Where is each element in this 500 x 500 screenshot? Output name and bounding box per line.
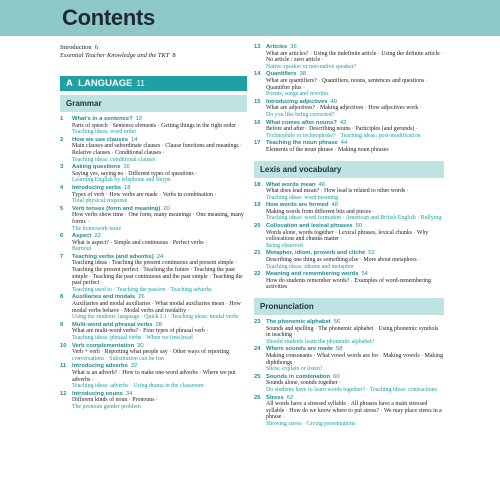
entry-body	[72, 322, 247, 342]
toc-entry[interactable]	[60, 254, 247, 294]
entry-description: Verb + verb · Reporting what people say · Other ways of reporting	[72, 349, 230, 356]
entry-number: 14	[254, 71, 261, 78]
entry-page: 52	[368, 250, 375, 257]
entry-number: 8	[60, 294, 64, 301]
entry-title: Stress	[266, 394, 284, 401]
toc-entry[interactable]	[254, 319, 444, 345]
entry-title: Multi-word and phrasal verbs	[72, 321, 153, 328]
part-letter: A	[66, 78, 73, 89]
entry-teacher-link: The homework issue	[72, 225, 122, 232]
entry-title: Teaching the noun phrase	[266, 140, 338, 147]
entry-description: Saying yes, saying no · Different types of questions ·	[72, 170, 198, 177]
toc-entry[interactable]	[60, 206, 247, 232]
entry-teacher-link: Showing stress · Giving presentations	[266, 420, 356, 427]
entry-page: 38	[299, 71, 307, 78]
entry-description: Sounds alone, sounds together ·	[266, 380, 342, 387]
entry-page: 20	[163, 205, 170, 212]
entry-description: All words have a stressed syllable · All phrases have a main stressed syllable · How do we know where to put stress? · We may place stress in a phrase ·	[266, 401, 442, 421]
entry-number: 11	[60, 363, 67, 370]
entry-description: What are adjectives? · Making adjectives · How adjectives work ·	[266, 105, 422, 112]
entry-title: Verb complementation	[72, 342, 135, 349]
entry-number: 20	[254, 223, 261, 230]
toc-entry[interactable]	[60, 185, 247, 205]
toc-entry[interactable]	[254, 120, 444, 140]
entry-number: 26	[254, 394, 261, 401]
entry-page: 16	[123, 164, 130, 171]
entry-description: What is an adverb? · How to make one-word adverbs · Where we put adverbs ·	[72, 369, 236, 383]
entry-description: What are articles? · Using the indefinite article · Using the definite article · No article / zero article ·	[266, 50, 444, 64]
entry-page: 40	[330, 98, 337, 105]
entry-body	[72, 164, 247, 184]
entry-number: 22	[254, 271, 261, 278]
entry-body	[72, 137, 247, 163]
entry-teacher-link: Burnout	[72, 246, 92, 253]
entry-description: How verbs show time · One form, many meanings · One meaning, many forms ·	[72, 212, 244, 225]
entry-description: Types of verb · How verbs are made · Verbs in combination ·	[72, 191, 217, 198]
entry-page: 14	[131, 136, 138, 143]
entry-number: 16	[254, 119, 261, 126]
entry-page: 36	[290, 44, 297, 50]
entry-number: 1	[60, 116, 64, 122]
entry-number: 17	[254, 140, 261, 147]
entry-title: Auxiliaries and modals	[72, 294, 136, 301]
frontmatter-introduction[interactable]: Introduction 6	[60, 44, 98, 51]
entry-page: 34	[125, 390, 133, 397]
toc-entry[interactable]	[60, 363, 247, 389]
entry-title: Teaching verbs (and adverbs)	[72, 253, 154, 260]
entry-body	[72, 116, 247, 136]
entry-number: 2	[60, 136, 64, 143]
entry-number: 18	[254, 181, 261, 188]
entry-teacher-link: conversations · Substitution can be fun	[72, 355, 164, 362]
entry-description: Different kinds of noun · Pronouns ·	[72, 397, 158, 404]
toc-entry[interactable]	[60, 343, 247, 363]
entry-number: 21	[254, 250, 261, 257]
entry-body	[72, 294, 247, 320]
toc-entry[interactable]	[60, 233, 247, 253]
entry-title: What's in a sentence?	[72, 116, 133, 122]
entry-body	[72, 363, 247, 389]
entry-page: 30	[137, 342, 144, 349]
entry-number: 23	[254, 319, 261, 325]
entry-description: Making consonants · What vowel words are for · Making vowels · Making diphthongs ·	[266, 352, 443, 366]
toc-entry[interactable]	[60, 322, 247, 342]
entry-number: 4	[60, 184, 64, 191]
entry-title: Quantifiers	[266, 71, 297, 78]
entry-page: 12	[135, 116, 143, 122]
entry-teacher-link: Poems, songs and rewrites	[266, 91, 329, 98]
entry-page: 26	[138, 294, 145, 301]
entry-page: 48	[331, 202, 338, 209]
entry-teacher-link: Do students have to learn words together? · Teaching ideas: contractions	[266, 386, 437, 393]
grammar-list-continued	[254, 44, 444, 154]
entry-page: 60	[333, 373, 340, 380]
toc-entry[interactable]	[254, 99, 444, 119]
entry-number: 9	[60, 321, 64, 328]
entry-page: 22	[94, 233, 101, 240]
entry-page: 44	[340, 140, 348, 147]
entry-title: Collocation and lexical phrases	[266, 223, 353, 230]
entry-teacher-link: Do you like being corrected?	[266, 111, 335, 118]
entry-body	[72, 391, 247, 411]
toc-entry[interactable]	[254, 395, 444, 428]
entry-body	[266, 182, 444, 202]
entry-body	[72, 254, 247, 294]
entry-title: How words are formed	[266, 202, 329, 209]
entry-title: Introducing nouns	[72, 390, 123, 397]
part-page: 11	[136, 79, 145, 88]
entry-description: Auxiliaries and modal auxiliaries · What modal auxiliaries mean · How modal verbs behave · Modal verbs and modality ·	[72, 301, 241, 314]
grammar-list	[60, 116, 247, 411]
toc-entry[interactable]	[254, 44, 444, 70]
entry-description: What are quantifiers? · Quantifiers, nouns, sentences and questions · Quantifier plus ·	[266, 77, 428, 91]
toc-entry[interactable]	[254, 374, 444, 394]
entry-body	[266, 319, 444, 345]
toc-entry[interactable]	[254, 250, 444, 270]
toc-entry[interactable]	[254, 140, 444, 153]
toc-entry[interactable]	[254, 223, 444, 249]
section-pronunciation: Pronunciation	[254, 298, 444, 315]
entry-body	[72, 343, 247, 363]
entry-teacher-link: Using the students' language · Quick L1 · Teaching ideas: modal verbs	[72, 314, 239, 321]
entry-teacher-link: Learning English by telephone and Skype	[72, 177, 171, 184]
entry-teacher-link: Teaching ideas: word meaning	[266, 194, 339, 201]
entry-body	[72, 233, 247, 253]
entry-page: 46	[318, 181, 326, 188]
toc-entry[interactable]	[60, 164, 247, 184]
entry-number: 12	[60, 390, 67, 397]
entry-teacher-link: Teaching ideas: adverbs · Using drama in the classroom	[72, 383, 204, 390]
right-column	[254, 44, 444, 429]
entry-body	[266, 374, 444, 394]
entry-title: Aspect	[72, 233, 92, 240]
entry-body	[266, 395, 444, 428]
entry-body	[266, 346, 444, 372]
entry-title: Metaphor, idiom, proverb and cliché	[266, 250, 366, 257]
entry-teacher-link: Being observed	[266, 242, 303, 249]
entry-description: Teaching ideas · Teaching the present continuous and present simple · Teaching the present perfect · Teaching the future · Teaching the past simple · Teaching the past continuous and the past simple · Teaching the past perfect ·	[72, 260, 243, 287]
entry-body	[266, 120, 444, 140]
entry-title: Verb tenses (form and meaning)	[72, 205, 161, 212]
toc-entry[interactable]	[60, 294, 247, 320]
entry-body	[266, 271, 444, 291]
lexis-list	[254, 182, 444, 292]
entry-teacher-link: Total physical response	[72, 198, 128, 205]
entry-title: Sounds in combination	[266, 373, 331, 380]
entry-teacher-link: Teaching ideas: word formation · American and British English · Bullying	[266, 215, 442, 222]
entry-title: Articles	[266, 44, 288, 50]
frontmatter-etk[interactable]: Essential Teacher Knowledge and the TKT 8	[60, 52, 176, 59]
entry-page: 24	[156, 253, 164, 260]
entry-title: What words mean	[266, 181, 316, 188]
entry-body	[266, 202, 444, 222]
entry-page: 62	[286, 394, 294, 401]
entry-teacher-link: Teaching ideas: idioms and metaphor	[266, 263, 354, 270]
entry-title: Asking questions	[72, 164, 121, 171]
entry-body	[266, 71, 444, 97]
entry-body	[72, 185, 247, 205]
left-column	[60, 44, 247, 412]
entry-number: 6	[60, 233, 64, 240]
entry-teacher-link: Teaching ideas: word order	[72, 129, 137, 136]
entry-page: 50	[355, 223, 363, 230]
entry-teacher-link: The pronoun gender problem	[72, 403, 141, 410]
entry-teacher-link: Teaching ideas: conditional clauses	[72, 156, 156, 163]
entry-page: 32	[130, 363, 138, 370]
entry-description: Elements of the noun phrase · Making noun phrases	[266, 146, 389, 153]
entry-teacher-link: Show, explain or listen?	[266, 366, 323, 373]
entry-number: 3	[60, 164, 64, 171]
toc-entry[interactable]	[254, 202, 444, 222]
toc-entry[interactable]	[60, 137, 247, 163]
entry-title: The phonemic alphabet	[266, 319, 331, 325]
toc-entry[interactable]	[60, 116, 247, 136]
entry-description: What does lead mean? · How lead is related to other words ·	[266, 188, 409, 195]
toc-entry[interactable]	[254, 71, 444, 97]
entry-description: Before and after · Describing nouns · Participles (and gerunds) ·	[266, 126, 418, 133]
entry-description: What are multi-word verbs? · Four types of phrasal verb ·	[72, 328, 209, 335]
toc-entry[interactable]	[60, 391, 247, 411]
toc-entry[interactable]	[254, 346, 444, 372]
entry-description: Making words from different bits and pieces ·	[266, 208, 375, 215]
entry-teacher-link: Native speaker or non-native speaker?	[266, 63, 357, 70]
entry-page: 18	[123, 184, 131, 191]
entry-description: What is aspect? · Simple and continuous · Perfect verbs ·	[72, 239, 208, 246]
entry-page: 56	[333, 319, 341, 325]
entry-body	[72, 206, 247, 232]
entry-description: Words alone, words together · Lexical phrases, lexical chunks · Why collocations and chunks matter ·	[266, 229, 429, 243]
entry-body	[266, 250, 444, 270]
toc-entry[interactable]	[254, 271, 444, 291]
entry-description: Sounds and spelling · The phonemic alphabet · Using phonemic symbols in teaching ·	[266, 325, 439, 339]
entry-number: 10	[60, 342, 67, 349]
entry-description: How do students remember words? · Examples of word-remembering activities	[266, 277, 431, 291]
entry-title: How we use clauses	[72, 136, 129, 143]
pronunciation-list	[254, 319, 444, 428]
entry-number: 5	[60, 205, 64, 212]
entry-body	[266, 44, 444, 70]
entry-number: 13	[254, 44, 261, 50]
entry-page: 42	[339, 119, 347, 126]
section-lexis: Lexis and vocabulary	[254, 161, 444, 178]
entry-number: 24	[254, 346, 261, 353]
entry-description: Parts of speech · Sentence elements · Getting things in the right order ·	[72, 122, 240, 129]
part-title: LANGUAGE	[78, 78, 133, 89]
entry-number: 19	[254, 202, 261, 209]
entry-body	[266, 223, 444, 249]
entry-teacher-link: Teaching ideas: phrasal verbs · When we (mis)read	[72, 335, 193, 341]
entry-number: 7	[60, 253, 64, 260]
entry-teacher-link: Teaching used to · Teaching the passive · Teaching adverbs	[72, 286, 212, 293]
entry-number: 25	[254, 373, 261, 380]
entry-body	[266, 140, 444, 153]
entry-teacher-link: Technophile or technophobe? · Teaching ideas: post-modification	[266, 132, 421, 139]
page-title: Contents	[62, 5, 155, 30]
entry-teacher-link: Should students learn the phonemic alphabet?	[266, 338, 375, 345]
entry-body	[266, 99, 444, 119]
entry-page: 58	[336, 346, 343, 353]
part-a-band	[60, 76, 247, 91]
entry-description: Main clauses and subordinate clauses · Clause functions and meanings · Relative clauses · Conditional clauses ·	[72, 143, 243, 156]
entry-title: Introducing verbs	[72, 184, 121, 191]
entry-title: Introducing adjectives	[266, 98, 328, 105]
entry-description: Describing one thing as something else · More about metaphors ·	[266, 257, 421, 264]
entry-title: Meaning and remembering words	[266, 271, 359, 278]
entry-page: 28	[155, 321, 162, 328]
entry-title: Where sounds are made	[266, 346, 334, 353]
section-grammar: Grammar	[60, 95, 247, 112]
contents-header	[0, 0, 500, 36]
entry-number: 15	[254, 98, 261, 105]
entry-title: Introducing adverbs	[72, 363, 128, 370]
entry-title: What comes after nouns?	[266, 119, 337, 126]
toc-entry[interactable]	[254, 182, 444, 202]
entry-page: 54	[361, 271, 368, 278]
